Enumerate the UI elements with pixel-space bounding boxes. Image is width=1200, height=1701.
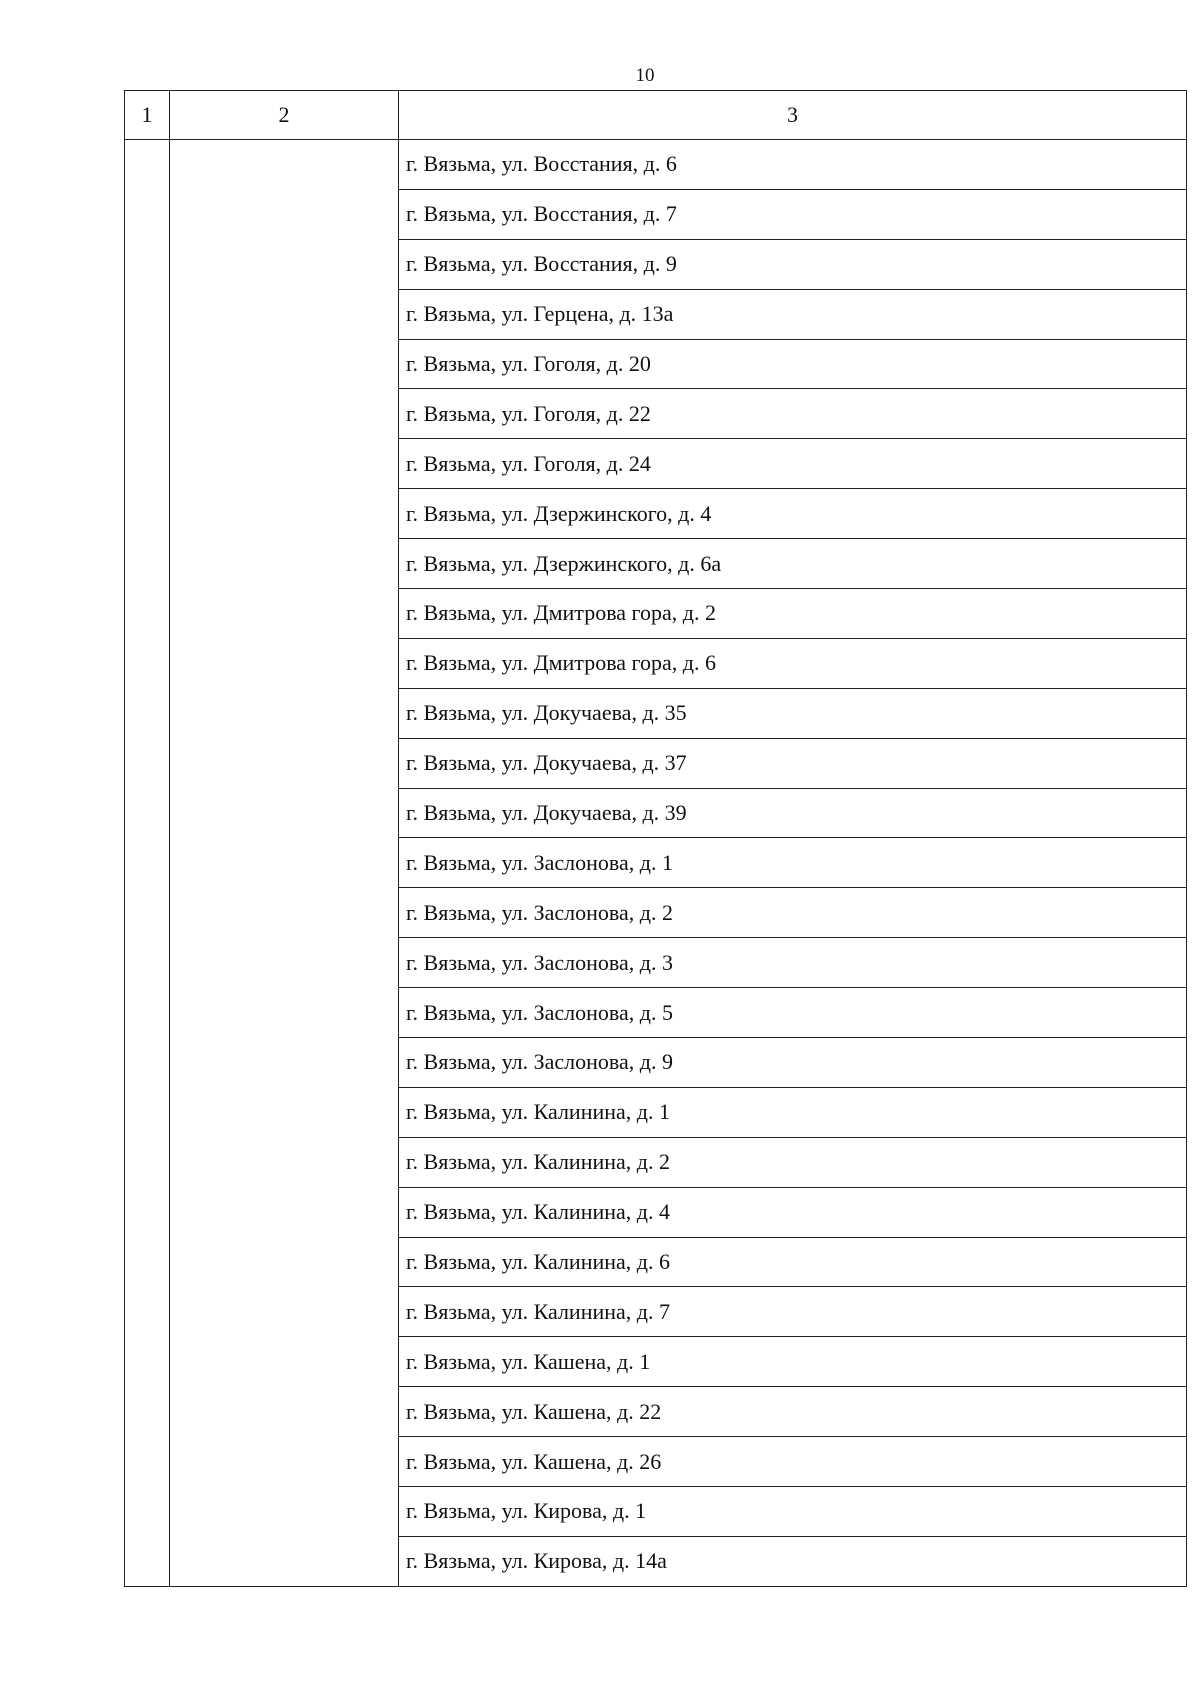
address-cell: г. Вязьма, ул. Докучаева, д. 35	[399, 688, 1187, 738]
address-cell: г. Вязьма, ул. Докучаева, д. 39	[399, 788, 1187, 838]
address-cell: г. Вязьма, ул. Восстания, д. 7	[399, 189, 1187, 239]
address-table-body	[125, 91, 1187, 1587]
merged-cell-col-1	[125, 140, 170, 1587]
address-cell: г. Вязьма, ул. Кирова, д. 1	[399, 1487, 1187, 1537]
page-number: 10	[635, 65, 655, 86]
address-cell: г. Вязьма, ул. Калинина, д. 2	[399, 1137, 1187, 1187]
header-col-3: 3	[399, 91, 1187, 140]
address-cell: г. Вязьма, ул. Заслонова, д. 1	[399, 838, 1187, 888]
header-col-1: 1	[125, 91, 170, 140]
address-cell: г. Вязьма, ул. Заслонова, д. 9	[399, 1038, 1187, 1088]
address-cell: г. Вязьма, ул. Дзержинского, д. 4	[399, 489, 1187, 539]
address-cell: г. Вязьма, ул. Заслонова, д. 5	[399, 988, 1187, 1038]
table-header-row	[125, 91, 1187, 140]
address-cell: г. Вязьма, ул. Докучаева, д. 37	[399, 738, 1187, 788]
address-cell: г. Вязьма, ул. Кашена, д. 26	[399, 1437, 1187, 1487]
address-cell: г. Вязьма, ул. Калинина, д. 6	[399, 1237, 1187, 1287]
address-cell: г. Вязьма, ул. Калинина, д. 4	[399, 1187, 1187, 1237]
table-row	[125, 140, 1187, 190]
address-cell: г. Вязьма, ул. Гоголя, д. 24	[399, 439, 1187, 489]
address-cell: г. Вязьма, ул. Дзержинского, д. 6а	[399, 539, 1187, 589]
address-cell: г. Вязьма, ул. Калинина, д. 7	[399, 1287, 1187, 1337]
address-cell: г. Вязьма, ул. Кашена, д. 1	[399, 1337, 1187, 1387]
address-cell: г. Вязьма, ул. Кирова, д. 14а	[399, 1536, 1187, 1586]
address-cell: г. Вязьма, ул. Восстания, д. 9	[399, 239, 1187, 289]
header-col-2: 2	[170, 91, 399, 140]
address-cell: г. Вязьма, ул. Дмитрова гора, д. 6	[399, 638, 1187, 688]
address-table	[124, 90, 1187, 1587]
merged-cell-col-2	[170, 140, 399, 1587]
address-cell: г. Вязьма, ул. Кашена, д. 22	[399, 1387, 1187, 1437]
address-cell: г. Вязьма, ул. Калинина, д. 1	[399, 1087, 1187, 1137]
address-cell: г. Вязьма, ул. Заслонова, д. 2	[399, 888, 1187, 938]
address-cell: г. Вязьма, ул. Гоголя, д. 20	[399, 339, 1187, 389]
address-cell: г. Вязьма, ул. Заслонова, д. 3	[399, 938, 1187, 988]
address-cell: г. Вязьма, ул. Гоголя, д. 22	[399, 389, 1187, 439]
address-cell: г. Вязьма, ул. Дмитрова гора, д. 2	[399, 589, 1187, 639]
address-cell: г. Вязьма, ул. Герцена, д. 13а	[399, 289, 1187, 339]
address-cell: г. Вязьма, ул. Восстания, д. 6	[399, 140, 1187, 190]
